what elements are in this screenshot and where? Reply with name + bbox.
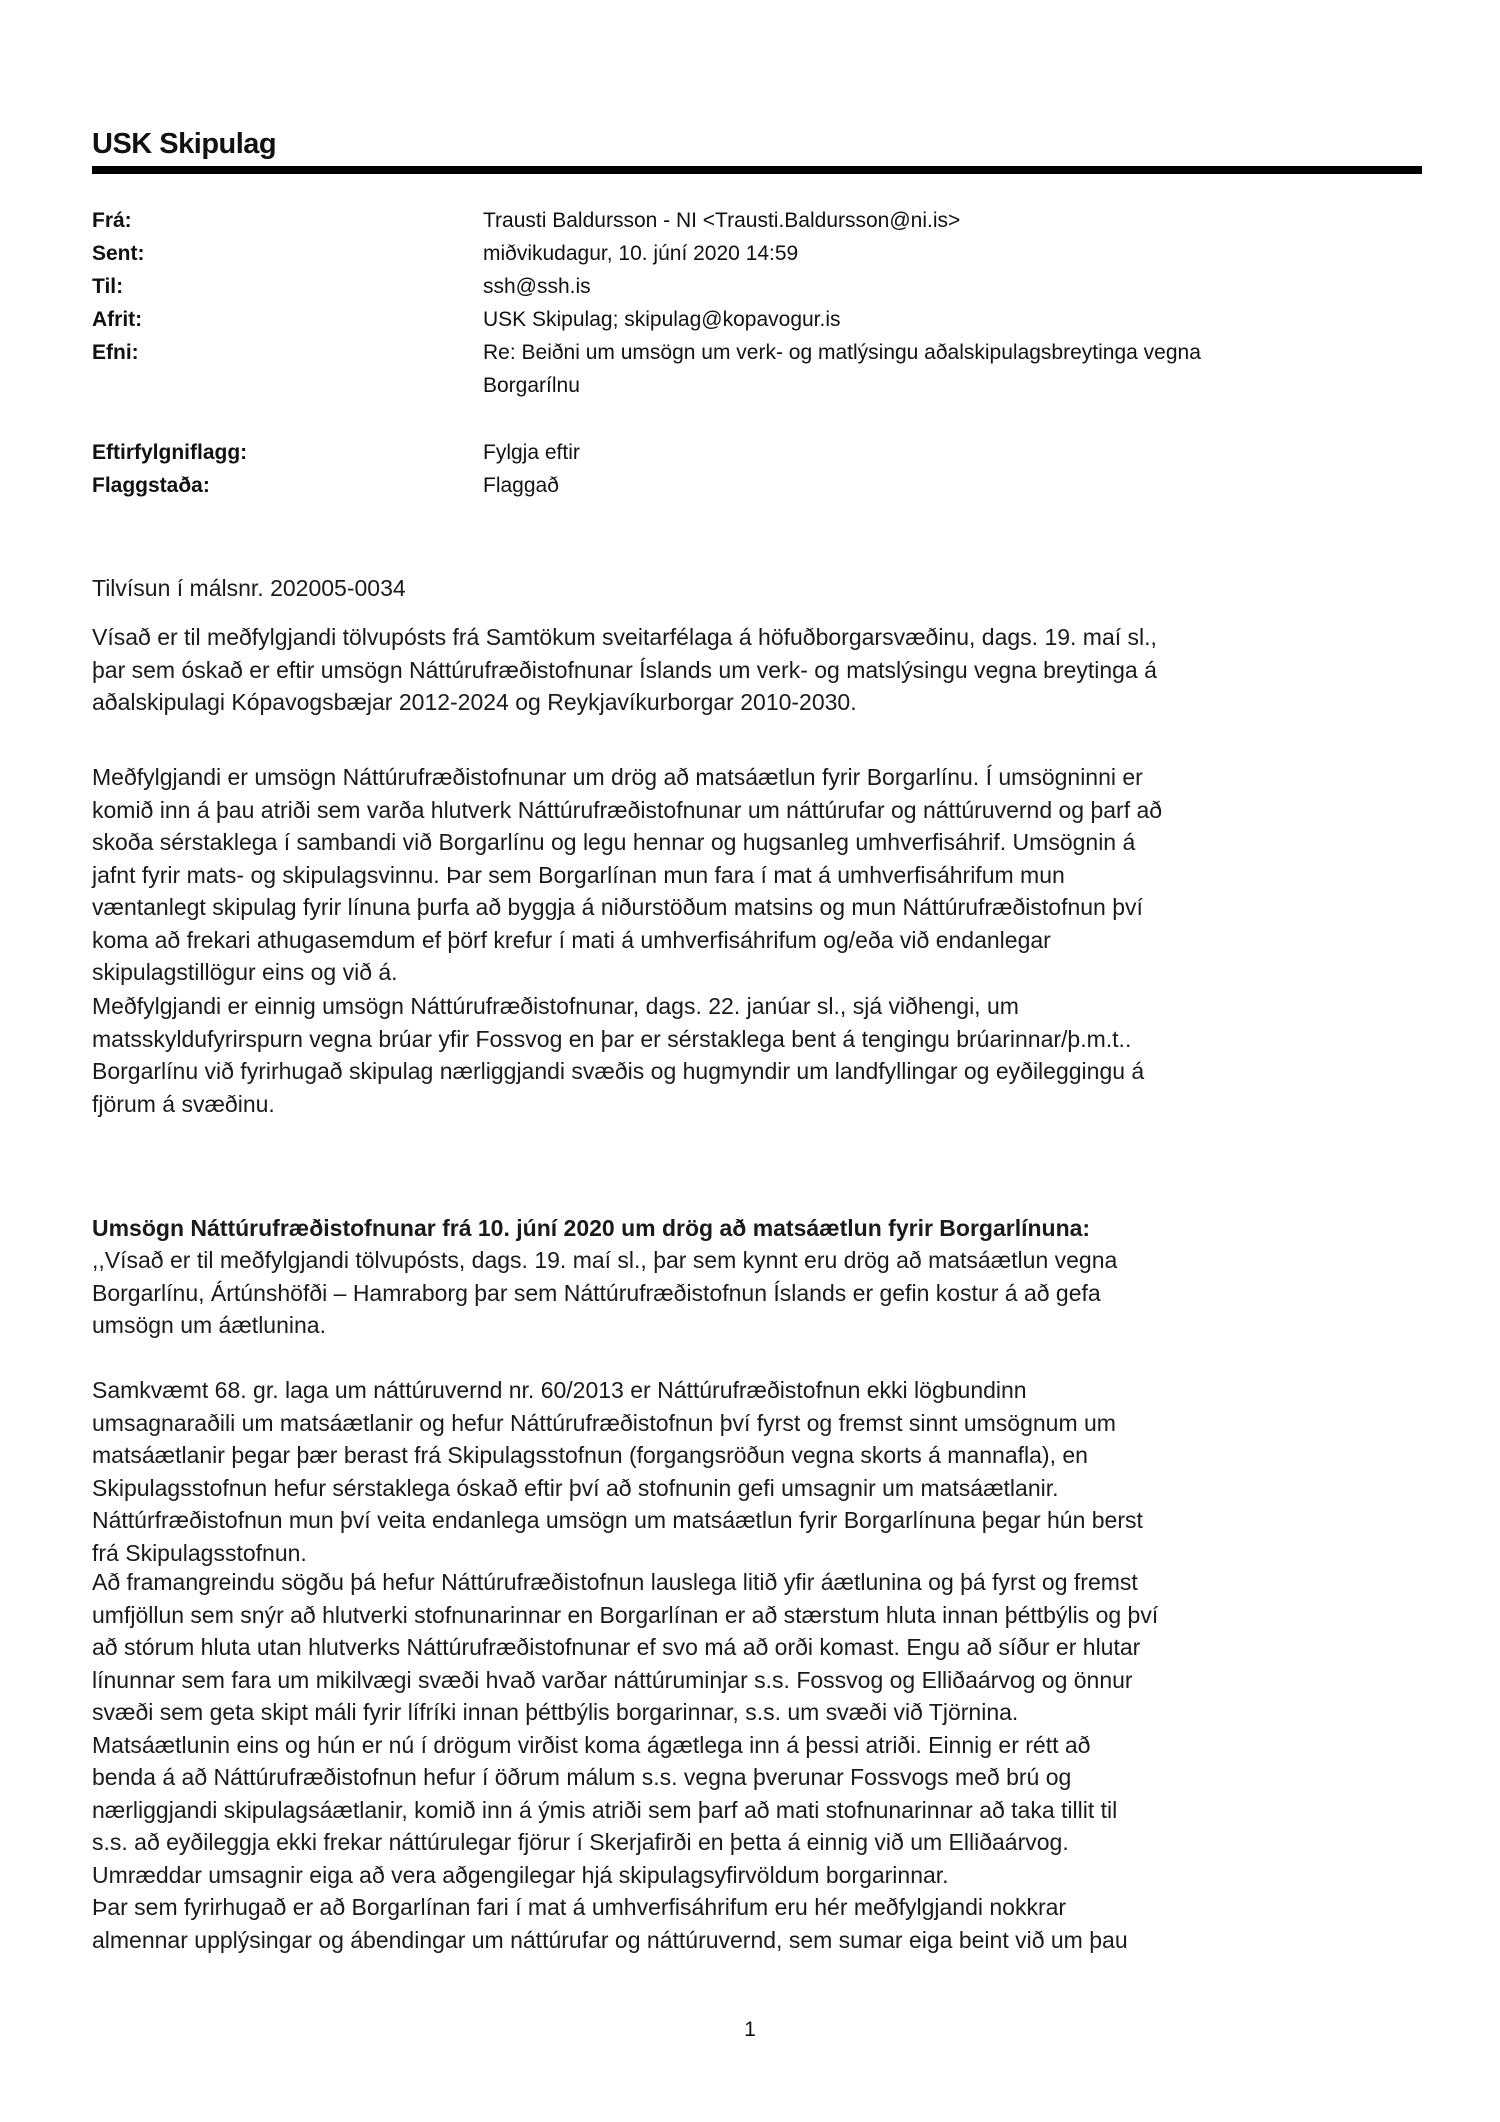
header-field-value (483, 336, 1383, 402)
text-line: Meðfylgjandi er einnig umsögn Náttúrufræðistofnunar, dags. 22. janúar sl., sjá viðhengi, um (92, 993, 1019, 1019)
quote-paragraph-1 (92, 1244, 1500, 1342)
text-line: umsagnaraðili um matsáætlanir og hefur Náttúrufræðistofnun því fyrst og fremst sinnt umsögnum um (92, 1409, 1116, 1436)
sender-mailbox-title: USK Skipulag (92, 128, 277, 160)
text-line: matsáætlanir þegar þær berast frá Skipulagsstofnun (forgangsröðun vegna skorts á mannafla), en (92, 1442, 1088, 1468)
text-line: Meðfylgjandi er umsögn Náttúrufræðistofnunar um drög að matsáætlun fyrir Borgarlínu. Í umsögninni er (92, 764, 1143, 790)
text-line: línunnar sem fara um mikilvægi svæði hvað varðar náttúruminjar s.s. Fossvog og Elliðaárvog og önnur (92, 1666, 1133, 1693)
text-line: benda á að Náttúrufræðistofnun hefur í öðrum málum s.s. vegna þverunar Fossvogs með brú og (92, 1764, 1072, 1790)
email-header-fields (92, 204, 1383, 402)
header-field-value (483, 469, 1383, 502)
header-field-label: Til: (92, 275, 124, 298)
text-line: að stórum hluta utan hlutverks Náttúrufræðistofnunar ef svo má að orði komast. Engu að síður er hlutar (92, 1634, 1141, 1660)
header-field-value-line: Borgarílnu (483, 374, 580, 397)
text-line: Að framangreindu sögðu þá hefur Náttúrufræðistofnun lauslega litið yfir áætlunina og þá fyrst og fremst (92, 1569, 1138, 1595)
header-field-row (92, 204, 1383, 237)
text-line: svæði sem geta skipt máli fyrir lífríki innan þéttbýlis borgarinnar, s.s. um svæði við Tjörnina. (92, 1699, 1019, 1725)
paragraph-attachment-2 (92, 990, 1500, 1120)
reference-line (92, 572, 1500, 605)
page-number: 1 (744, 2018, 756, 2041)
text-line: s.s. að eyðileggja ekki frekar náttúrulegar fjörur í Skerjafirði en þetta á einnig við um Elliðaárvog. (92, 1829, 1069, 1855)
header-field-value-line: miðvikudagur, 10. júní 2020 14:59 (483, 242, 799, 265)
text-line: fjörum á svæðinu. (92, 1090, 275, 1117)
header-field-label: Flaggstaða: (92, 474, 210, 497)
header-field-value-line: Fylgja eftir (483, 441, 580, 464)
header-field-value (483, 303, 1383, 336)
header-field-row (92, 270, 1383, 303)
text-line: umfjöllun sem snýr að hlutverki stofnunarinnar en Borgarlínan er að stærstum hluta innan þéttbýlis og því (92, 1601, 1159, 1628)
text-line: almennar upplýsingar og ábendingar um náttúrufar og náttúruvernd, sem sumar eiga beint við um þau (92, 1926, 1128, 1953)
text-line: Tilvísun í málsnr. 202005-0034 (92, 575, 406, 601)
text-line: komið inn á þau atriði sem varða hlutverk Náttúrufræðistofnunar um náttúrufar og náttúruvernd og þarf að (92, 796, 1163, 823)
section-heading: Umsögn Náttúrufræðistofnunar frá 10. júní 2020 um drög að matsáætlun fyrir Borgarlínuna: (92, 1215, 1091, 1241)
paragraph-attachment-1 (92, 761, 1500, 989)
text-line: matsskyldufyrirspurn vegna brúar yfir Fossvog en þar er sérstaklega bent á tengingu brúarinnar/þ.m.t.. (92, 1025, 1132, 1052)
header-field-row (92, 336, 1383, 402)
text-line: Umræddar umsagnir eiga að vera aðgengilegar hjá skipulagsyfirvöldum borgarinnar. (92, 1861, 949, 1888)
text-line: Borgarlínu, Ártúnshöfði – Hamraborg þar sem Náttúrufræðistofnun Íslands er gefin kostur á að gefa (92, 1279, 1101, 1306)
header-field-value-line: USK Skipulag; skipulag@kopavogur.is (483, 308, 841, 331)
header-field-row (92, 303, 1383, 336)
text-line: Skipulagsstofnun hefur sérstaklega óskað eftir því að stofnunin gefi umsagnir um matsáætlanir. (92, 1474, 1059, 1501)
text-line: skipulagstillögur eins og við á. (92, 959, 398, 985)
header-field-value-line: Re: Beiðni um umsögn um verk- og matlýsingu aðalskipulagsbreytinga vegna (483, 341, 1201, 364)
text-line: þar sem óskað er eftir umsögn Náttúrufræðistofnunar Íslands um verk- og matslýsingu vegna breytinga á (92, 656, 1157, 683)
text-line: umsögn um áætlunina. (92, 1312, 326, 1338)
text-line: Borgarlínu við fyrirhugað skipulag nærliggjandi svæðis og hugmyndir um landfyllingar og eyðileggingu á (92, 1058, 1145, 1084)
text-line: skoða sérstaklega í sambandi við Borgarlínu og legu hennar og hugsanleg umhverfisáhrif. Umsögnin á (92, 829, 1136, 855)
paragraph-intro (92, 621, 1500, 719)
text-line: Vísað er til meðfylgjandi tölvupósts frá Samtökum sveitarfélaga á höfuðborgarsvæðinu, dags. 19. maí sl., (92, 624, 1157, 650)
text-line: Samkvæmt 68. gr. laga um náttúruvernd nr. 60/2013 er Náttúrufræðistofnun ekki lögbundinn (92, 1377, 1027, 1403)
header-field-value (483, 204, 1383, 237)
header-field-row (92, 237, 1383, 270)
header-field-row (92, 469, 1383, 502)
email-flag-fields (92, 436, 1383, 502)
text-line: Þar sem fyrirhugað er að Borgarlínan fari í mat á umhverfisáhrifum eru hér meðfylgjandi nokkrar (92, 1894, 1067, 1920)
header-field-label: Efni: (92, 341, 139, 364)
quote-paragraph-2 (92, 1374, 1500, 1569)
text-line: nærliggjandi skipulagsáætlanir, komið inn á ýmis atriði sem þarf að mati stofnunarinnar að taka tillit til (92, 1796, 1118, 1823)
text-line: koma að frekari athugasemdum ef þörf krefur í mati á umhverfisáhrifum og/eða við endanlegar (92, 926, 1051, 953)
header-field-value-line: Trausti Baldursson - NI <Trausti.Baldursson@ni.is> (483, 209, 961, 232)
header-field-label: Frá: (92, 209, 132, 232)
text-line: aðalskipulagi Kópavogsbæjar 2012-2024 og Reykjavíkurborgar 2010-2030. (92, 689, 857, 715)
header-field-label: Eftirfylgniflagg: (92, 441, 248, 464)
text-line: Matsáætlunin eins og hún er nú í drögum virðist koma ágætlega inn á þessi atriði. Einnig er rétt að (92, 1731, 1091, 1758)
text-line: frá Skipulagsstofnun. (92, 1539, 307, 1566)
header-field-value (483, 436, 1383, 469)
header-field-row (92, 436, 1383, 469)
header-field-value (483, 237, 1383, 270)
header-field-value-line: ssh@ssh.is (483, 275, 591, 298)
header-field-value (483, 270, 1383, 303)
text-line: ,,Vísað er til meðfylgjandi tölvupósts, dags. 19. maí sl., þar sem kynnt eru drög að matsáætlun vegna (92, 1247, 1118, 1273)
text-line: jafnt fyrir mats- og skipulagsvinnu. Þar sem Borgarlínan mun fara í mat á umhverfisáhrifum mun (92, 861, 1065, 888)
header-field-value-line: Flaggað (483, 474, 559, 497)
quote-paragraph-3 (92, 1566, 1500, 1956)
text-line: væntanlegt skipulag fyrir línuna þurfa að byggja á niðurstöðum matsins og mun Náttúrufræðistofnun því (92, 894, 1143, 920)
header-field-label: Sent: (92, 242, 145, 265)
title-divider (92, 166, 1422, 174)
text-line: Náttúrfræðistofnun mun því veita endanlega umsögn um matsáætlun fyrir Borgarlínuna þegar hún berst (92, 1507, 1143, 1533)
header-field-label: Afrit: (92, 308, 143, 331)
